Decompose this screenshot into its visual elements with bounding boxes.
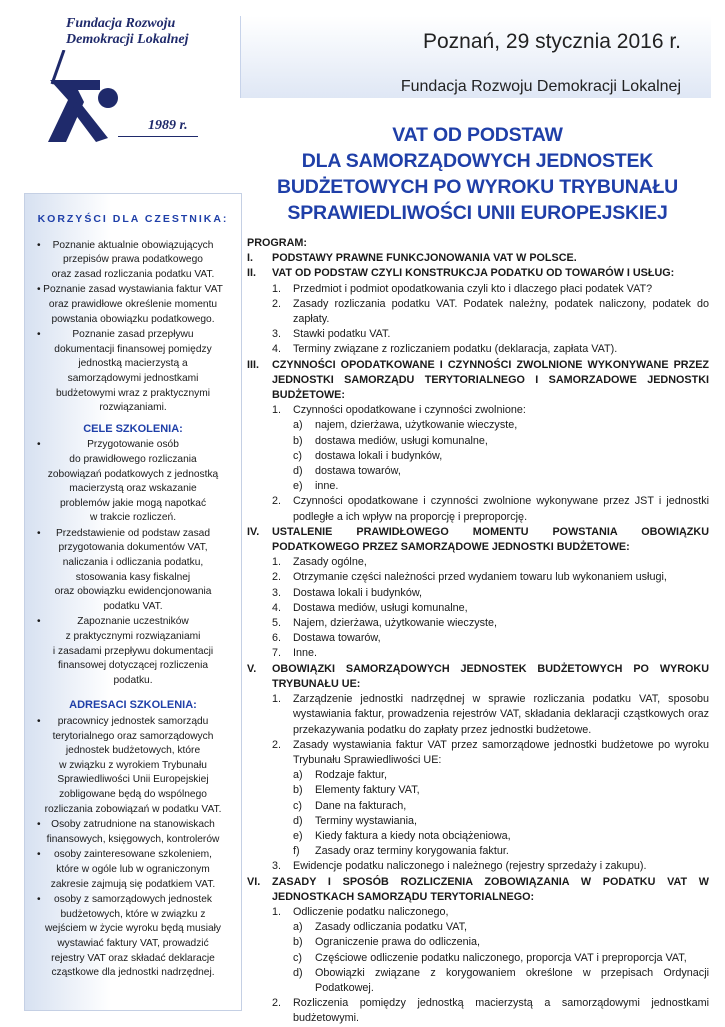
item-number: 2. [272, 997, 282, 1010]
program-item [247, 601, 709, 616]
section-title: VAT OD PODSTAW CZYLI KONSTRUKCJA PODATKU OD TOWARÓW I USŁUG: [272, 267, 675, 280]
item-text: Dostawa mediów, usługi komunalne, [293, 601, 468, 614]
list-item-line: finansowej dotyczącej rozliczenia [57, 660, 209, 672]
list-item [33, 818, 233, 847]
program-body [247, 251, 709, 1026]
item-text: Zasady wystawiania faktur VAT przez samorządowe jednostki budżetowe po wyroku Trybunału Sprawiedliwości UE: [293, 738, 709, 766]
title-line: SPRAWIEDLIWOŚCI UNII EUROPEJSKIEJ [287, 202, 668, 224]
program-subitem [247, 768, 709, 783]
list-item [33, 848, 233, 892]
list-item-line: które w ogóle lub w ograniczonym [56, 863, 210, 875]
list-item-line: stosowania kasy fiskalnej [75, 571, 191, 583]
list-item-line: osoby z samorządowych jednostek [54, 894, 212, 906]
subitem-text: Elementy faktury VAT, [315, 784, 420, 797]
list-item-line: Osoby zatrudnione na stanowiskach [51, 819, 215, 831]
list-item [33, 283, 233, 327]
list-item-line: budżetowych, które w związku z [60, 908, 206, 920]
subitem-text: Terminy wystawiania, [315, 814, 418, 827]
subitem-letter: a) [293, 921, 303, 934]
section-number: VI. [247, 875, 261, 888]
title-line: VAT OD PODSTAW [392, 124, 563, 146]
bullet-icon: • [37, 439, 41, 451]
bullet-icon: • [37, 894, 41, 906]
subitem-letter: e) [293, 829, 303, 842]
benefits-list [25, 239, 241, 416]
program-subitem [247, 464, 709, 479]
item-number: 2. [272, 738, 282, 751]
bullet-icon: • [37, 239, 41, 251]
list-item-line: z praktycznymi rozwiązaniami [65, 631, 201, 643]
item-text: Zarządzenie jednostki nadrzędnej w sprawie rozliczania podatku VAT, sposobu wystawiania faktur, prowadzenia rejestrów VAT, składania deklaracji cząstkowych oraz przekazywania podatku do zapłaty przez jednostki budżetowe. [293, 693, 709, 736]
bullet-icon: • [37, 329, 41, 341]
bullet-icon: • [37, 849, 41, 861]
subitem-text: Częściowe odliczenie podatku naliczonego, proporcja VAT i preproporcja VAT, [315, 951, 687, 964]
list-item-line: terytorialnego oraz samorządowych [52, 730, 214, 742]
header-org: Fundacja Rozwoju Demokracji Lokalnej [400, 78, 681, 95]
item-number: 5. [272, 617, 282, 630]
header-box [240, 16, 711, 98]
program-section [247, 525, 709, 555]
item-text: Odliczenie podatku naliczonego, [293, 905, 449, 918]
list-item-line: Poznanie aktualnie obowiązujących [52, 239, 214, 251]
program-subitem [247, 479, 709, 494]
subitem-letter: a) [293, 419, 303, 432]
item-text: Otrzymanie części należności przed wydaniem towaru lub wykonaniem usługi, [293, 571, 667, 584]
item-number: 7. [272, 647, 282, 660]
item-text: Czynności opodatkowane i czynności zwolnione: [293, 404, 526, 417]
program-item [247, 297, 709, 327]
item-text: Terminy związane z rozliczaniem podatku (deklaracja, zapłata VAT). [293, 343, 618, 356]
list-item-line: jednostek budżetowych, które [65, 745, 201, 757]
program-section [247, 266, 709, 281]
program-item [247, 631, 709, 646]
item-text: Stawki podatku VAT. [293, 328, 391, 341]
item-number: 2. [272, 297, 282, 310]
item-number: 4. [272, 343, 282, 356]
item-number: 2. [272, 495, 282, 508]
item-number: 1. [272, 693, 282, 706]
list-item-line: zobowiązań podatkowych z jednostką [47, 468, 219, 480]
program-item [247, 403, 709, 418]
item-text: Przedmiot i podmiot opodatkowania czyli kto i dlaczego płaci podatek VAT? [293, 282, 653, 295]
item-text: Zasady rozliczania podatku VAT. Podatek należny, podatek naliczony, podatek do zapłaty. [293, 297, 709, 326]
walking-figure-logo-icon [38, 50, 148, 150]
program-item [247, 586, 709, 601]
item-number: 3. [272, 586, 282, 599]
list-item-line: wejściem w życie wyroku będą musiały [44, 923, 222, 935]
sidebar-panel [24, 193, 242, 1011]
program-item [247, 494, 709, 524]
section-title: CZYNNOŚCI OPODATKOWANE I CZYNNOŚCI ZWOLNIONE WYKONYWANE PRZEZ JEDNOSTKI SAMORZĄDU TERYTORIALNEGO I SAMORZADOWE JEDNOSTKI BUDŻETOWE: [272, 358, 709, 402]
program-item [247, 692, 709, 738]
list-item-line: podatku VAT. [103, 600, 163, 612]
subitem-text: Zasady odliczania podatku VAT, [315, 921, 468, 934]
list-item-line: Przygotowanie osób [87, 439, 179, 451]
subitem-text: Ograniczenie prawa do odliczenia, [315, 936, 481, 949]
program-item [247, 342, 709, 357]
program-subitem [247, 449, 709, 464]
section-number: III. [247, 358, 259, 371]
program-subitem [247, 434, 709, 449]
list-item [33, 893, 233, 981]
list-item-line: dokumentacji finansowej pomiędzy [54, 343, 212, 355]
section-number: IV. [247, 525, 260, 538]
list-item-line: naliczania i odliczania podatku, [62, 557, 204, 569]
bullet-icon: • [37, 819, 41, 831]
section-number: I. [247, 252, 253, 265]
logo-org-name: Fundacja Rozwoju Demokracji Lokalnej [66, 16, 189, 47]
item-text: Dostawa towarów, [293, 632, 381, 645]
list-item-line: podatku. [113, 674, 153, 686]
item-text: Zasady ogólne, [293, 556, 367, 569]
title-line: BUDŻETOWYCH PO WYROKU TRYBUNAŁU [276, 176, 679, 198]
program-subitem [247, 814, 709, 829]
list-item-line: jednostką macierzystą a [78, 358, 188, 370]
item-number: 1. [272, 905, 282, 918]
audience-list [25, 715, 241, 981]
subitem-letter: d) [293, 814, 303, 827]
subitem-letter: f) [293, 845, 300, 858]
list-item-line: cząstkowe dla jednostki nadrzędnej. [51, 967, 215, 979]
section-title: ZASADY I SPOSÓB ROZLICZENIA ZOBOWIĄZANIA W PODATKU VAT W JEDNOSTKACH SAMORZĄDU TERYTORIALNEGO: [272, 875, 709, 903]
program-item [247, 570, 709, 585]
program-subitem [247, 966, 709, 996]
list-item [33, 438, 233, 526]
item-text: Ewidencje podatku naliczonego i należnego (rejestry sprzedaży i zakupu). [293, 860, 647, 873]
title-line: DLA SAMORZĄDOWYCH JEDNOSTEK [301, 150, 654, 172]
list-item-line: rejestry VAT oraz składać deklaracje [51, 952, 215, 964]
program-section [247, 875, 709, 905]
program-subitem [247, 844, 709, 859]
subitem-letter: d) [293, 966, 303, 979]
subitem-text: dostawa towarów, [315, 465, 401, 478]
list-item-line: Poznanie zasad przepływu [72, 329, 194, 341]
section-number: II. [247, 267, 256, 280]
program-heading: PROGRAM: [247, 237, 307, 249]
subitem-text: dostawa mediów, usługi komunalne, [315, 434, 488, 447]
program-item [247, 327, 709, 342]
subitem-letter: e) [293, 480, 303, 493]
list-item-line: zakresie zajmują się podatkiem VAT. [50, 878, 216, 890]
program-item [247, 646, 709, 661]
program [247, 236, 709, 1027]
program-item [247, 555, 709, 570]
item-number: 1. [272, 404, 282, 417]
item-number: 1. [272, 282, 282, 295]
list-item-line: do prawidłowego rozliczania [69, 453, 197, 465]
subitem-letter: c) [293, 799, 302, 812]
list-item-line: oraz prawidłowe określenie momentu [48, 298, 218, 310]
subitem-text: Obowiązki związane z korygowaniem określone w przepisach Ordynacji Podatkowej. [315, 966, 709, 994]
subitem-text: Rodzaje faktur, [315, 769, 388, 782]
list-item-line: finansowych, księgowych, kontrolerów [46, 833, 220, 845]
list-item-line: Poznanie zasad wystawiania faktur VAT [43, 284, 223, 296]
subitem-text: najem, dzierżawa, użytkowanie wieczyste, [315, 419, 518, 432]
list-item-line: macierzystą oraz wskazanie [69, 483, 197, 495]
program-subitem [247, 783, 709, 798]
subitem-letter: d) [293, 465, 303, 478]
program-subitem [247, 935, 709, 950]
benefits-heading: KORZYŚCI DLA CZESTNIKA: [37, 213, 229, 225]
list-item [33, 615, 233, 688]
list-item-line: budżetowymi wraz z praktycznymi [56, 387, 210, 399]
subitem-letter: b) [293, 434, 303, 447]
subitem-text: Dane na fakturach, [315, 799, 407, 812]
section-title: PODSTAWY PRAWNE FUNKCJONOWANIA VAT W POLSCE. [272, 252, 577, 265]
subitem-text: dostawa lokali i budynków, [315, 449, 443, 462]
program-section [247, 251, 709, 266]
section-title: USTALENIE PRAWIDŁOWEGO MOMENTU POWSTANIA OBOWIĄZKU PODATKOWEGO PRZEZ SAMORZĄDOWE JEDNOSTKI BUDŻETOWE: [272, 525, 709, 554]
logo-underline [118, 136, 198, 137]
list-item-line: Sprawiedliwości Unii Europejskiej [57, 774, 209, 786]
item-text: Czynności opodatkowane i czynności zwolnione wykonywane przez JST i jednostki podległe a ich wpływ na proporcję i preproporcję. [293, 495, 709, 523]
program-subitem [247, 951, 709, 966]
foundation-logo [38, 14, 208, 144]
list-item-line: problemów jakie mogą napotkać [59, 497, 207, 509]
list-item [33, 715, 233, 817]
document-title [245, 122, 710, 226]
program-section [247, 662, 709, 692]
subitem-letter: c) [293, 449, 302, 462]
list-item-line: oraz obowiązku ewidencjonowania [54, 586, 212, 598]
program-subitem [247, 418, 709, 433]
list-item-line: i zasadami przepływu dokumentacji [52, 645, 214, 657]
list-item-line: zobligowane będą do wspólnego [59, 788, 207, 800]
section-title: OBOWIĄZKI SAMORZĄDOWYCH JEDNOSTEK BUDŻETOWYCH PO WYROKU TRYBUNAŁU UE: [272, 662, 709, 690]
logo-year: 1989 r. [148, 118, 188, 133]
program-section [247, 358, 709, 404]
subitem-letter: a) [293, 769, 303, 782]
list-item [33, 527, 233, 615]
item-number: 1. [272, 556, 282, 569]
list-item-line: wystawiać faktury VAT, prowadzić [57, 937, 209, 949]
program-item [247, 738, 709, 768]
program-item [247, 282, 709, 297]
item-text: Inne. [293, 647, 318, 660]
subitem-letter: b) [293, 784, 303, 797]
subitem-text: Kiedy faktura a kiedy nota obciążeniowa, [315, 829, 511, 842]
list-item-line: w trakcie rozliczeń. [89, 512, 177, 524]
list-item-line: przepisów prawa podatkowego [63, 254, 203, 266]
program-subitem [247, 920, 709, 935]
subitem-text: Zasady oraz terminy korygowania faktur. [315, 845, 509, 858]
item-text: Rozliczenia pomiędzy jednostką macierzystą a samorządowymi jednostkami budżetowymi. [293, 997, 709, 1025]
list-item-line: Zapoznanie uczestników [77, 616, 189, 628]
item-text: Najem, dzierżawa, użytkowanie wieczyste, [293, 617, 498, 630]
list-item-line: rozliczania zobowiązań w podatku VAT. [44, 803, 222, 815]
subitem-letter: c) [293, 951, 302, 964]
item-number: 4. [272, 601, 282, 614]
program-subitem [247, 799, 709, 814]
item-number: 3. [272, 328, 282, 341]
list-item-line: samorządowymi jednostkami [67, 372, 199, 384]
list-item [33, 239, 233, 283]
list-item-line: przygotowania dokumentów VAT, [58, 542, 208, 554]
list-item [33, 328, 233, 416]
audience-heading: ADRESACI SZKOLENIA: [69, 699, 197, 712]
bullet-icon: • [37, 616, 41, 628]
list-item-line: rozwiązaniami. [99, 402, 167, 414]
subitem-letter: b) [293, 936, 303, 949]
item-text: Dostawa lokali i budynków, [293, 586, 423, 599]
list-item-line: oraz zasad rozliczania podatku VAT. [51, 268, 215, 280]
section-number: V. [247, 662, 257, 675]
goals-list [25, 438, 241, 688]
program-item [247, 996, 709, 1026]
item-number: 3. [272, 860, 282, 873]
list-item-line: powstania obowiązku podatkowego. [51, 313, 215, 325]
list-item-line: Przedstawienie od podstaw zasad [55, 527, 211, 539]
bullet-icon: • [37, 716, 41, 727]
subitem-text: inne. [315, 480, 339, 493]
program-item [247, 859, 709, 874]
bullet-icon: • [37, 284, 41, 296]
list-item-line: osoby zainteresowane szkoleniem, [54, 849, 212, 861]
list-item-line: w związku z wyrokiem Trybunału [59, 759, 207, 771]
header-date: Poznań, 29 stycznia 2016 r. [423, 30, 681, 53]
list-item-line: pracownicy jednostek samorządu [57, 716, 209, 727]
item-number: 6. [272, 632, 282, 645]
goals-heading: CELE SZKOLENIA: [83, 422, 183, 435]
item-number: 2. [272, 571, 282, 584]
program-item [247, 905, 709, 920]
bullet-icon: • [37, 527, 41, 539]
program-item [247, 616, 709, 631]
program-subitem [247, 829, 709, 844]
